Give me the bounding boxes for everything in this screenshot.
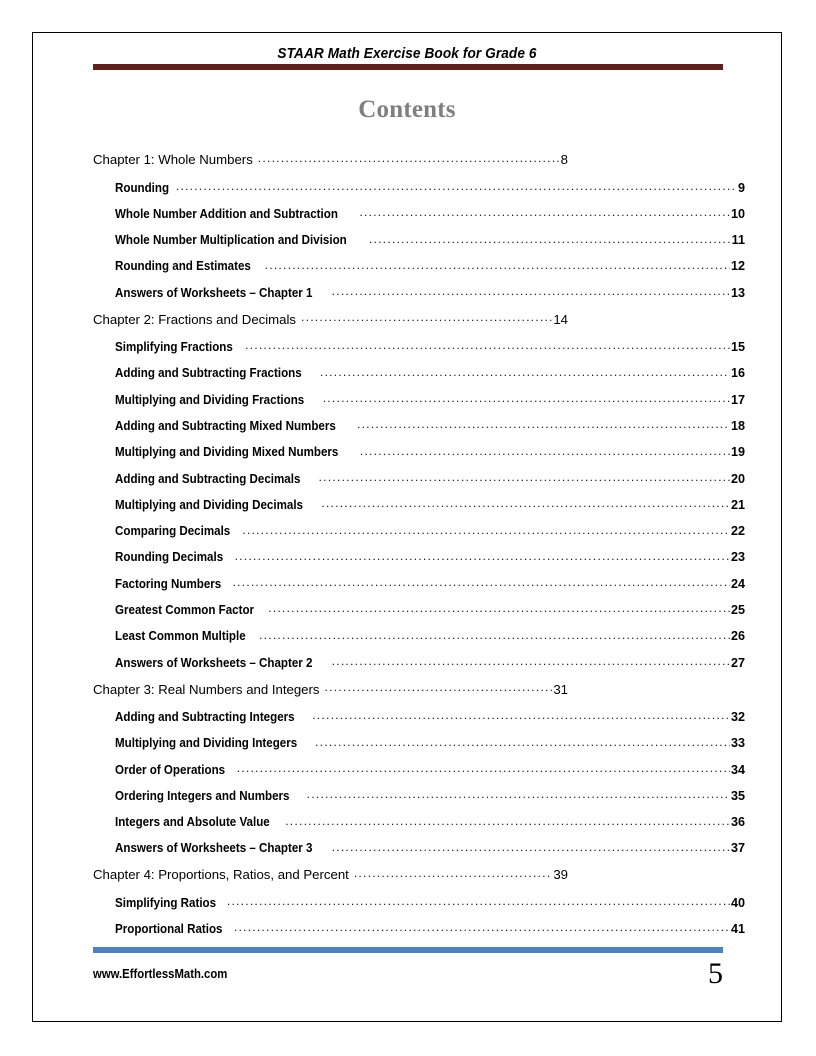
toc-leader-dots <box>320 365 730 378</box>
toc-page-number: 19 <box>730 445 745 460</box>
toc-page-number: 39 <box>553 867 568 883</box>
toc-leader-dots <box>357 417 730 430</box>
toc-entry-row[interactable] <box>93 894 745 920</box>
toc-page-number: 16 <box>730 366 745 381</box>
toc-page-number: 23 <box>730 550 745 565</box>
toc-label: Rounding and Estimates <box>115 259 251 274</box>
document-page <box>32 32 782 1022</box>
toc-leader-dots <box>285 814 730 827</box>
toc-leader-dots <box>245 338 730 351</box>
toc-label: Proportional Ratios <box>115 922 223 937</box>
toc-page-number: 17 <box>730 392 745 407</box>
toc-leader-dots <box>268 601 730 614</box>
toc-page-number: 20 <box>730 471 745 486</box>
toc-page-number: 40 <box>730 895 745 910</box>
toc-entry-row[interactable] <box>93 258 745 284</box>
toc-chapter-row[interactable] <box>93 866 723 894</box>
toc-leader-dots <box>321 496 730 509</box>
toc-label: Greatest Common Factor <box>115 603 255 618</box>
toc-page-number: 14 <box>553 311 568 327</box>
toc-leader-dots <box>307 787 730 800</box>
toc-page-number: 24 <box>730 576 745 591</box>
toc-leader-dots <box>265 258 730 271</box>
toc-entry-row[interactable] <box>93 496 745 522</box>
toc-page-number: 41 <box>730 922 745 937</box>
footer-rule <box>93 947 723 953</box>
toc-label: Comparing Decimals <box>115 524 231 539</box>
toc-page-number: 26 <box>730 629 745 644</box>
running-header-title: STAAR Math Exercise Book for Grade 6 <box>277 46 537 62</box>
toc-entry-row[interactable] <box>93 284 745 310</box>
toc-leader-dots <box>332 284 730 297</box>
toc-page-number: 18 <box>730 418 745 433</box>
toc-entry-row[interactable] <box>93 761 745 787</box>
toc-label: Answers of Worksheets – Chapter 2 <box>115 655 313 670</box>
toc-label: Ordering Integers and Numbers <box>115 788 290 803</box>
toc-entry-row[interactable] <box>93 232 745 258</box>
toc-leader-dots <box>369 232 731 245</box>
toc-page-number: 10 <box>730 206 745 221</box>
toc-page-number: 37 <box>730 841 745 856</box>
toc-label: Adding and Subtracting Integers <box>115 709 295 724</box>
toc-label: Multiplying and Dividing Mixed Numbers <box>115 445 339 460</box>
toc-leader-dots <box>325 680 553 693</box>
toc-entry-row[interactable] <box>93 549 745 575</box>
toc-label: Rounding <box>115 180 170 195</box>
toc-leader-dots <box>301 310 552 323</box>
toc-entry-row[interactable] <box>93 523 745 549</box>
toc-page-number: 9 <box>737 180 745 195</box>
toc-page-number: 31 <box>553 681 568 697</box>
page-title: Contents <box>358 96 456 123</box>
toc-label: Rounding Decimals <box>115 550 224 565</box>
toc-page-number: 33 <box>730 736 745 751</box>
toc-entry-row[interactable] <box>93 417 745 443</box>
toc-leader-dots <box>354 866 552 879</box>
toc-label: Whole Number Multiplication and Division <box>115 233 347 248</box>
toc-label: Integers and Absolute Value <box>115 815 270 830</box>
toc-leader-dots <box>359 205 730 218</box>
toc-label: Order of Operations <box>115 762 226 777</box>
toc-leader-dots <box>259 628 730 641</box>
footer-website-url: www.EffortlessMath.com <box>93 967 228 981</box>
toc-leader-dots <box>227 894 730 907</box>
toc-leader-dots <box>235 549 730 562</box>
toc-leader-dots <box>315 735 730 748</box>
toc-entry-row[interactable] <box>93 179 745 205</box>
toc-label: Adding and Subtracting Mixed Numbers <box>115 418 336 433</box>
toc-page-number: 11 <box>731 233 745 248</box>
toc-label: Chapter 1: Whole Numbers <box>93 152 253 168</box>
toc-label: Answers of Worksheets – Chapter 1 <box>115 285 313 300</box>
toc-page-number: 21 <box>730 497 745 512</box>
toc-page-number: 32 <box>730 709 745 724</box>
toc-leader-dots <box>234 920 730 933</box>
toc-entry-row[interactable] <box>93 708 745 734</box>
toc-entry-row[interactable] <box>93 391 745 417</box>
toc-entry-row[interactable] <box>93 444 745 470</box>
toc-entry-row[interactable] <box>93 787 745 813</box>
toc-label: Chapter 3: Real Numbers and Integers <box>93 681 320 697</box>
toc-page-number: 12 <box>730 259 745 274</box>
toc-leader-dots <box>332 840 730 853</box>
toc-page-number: 15 <box>730 340 745 355</box>
toc-entry-row[interactable] <box>93 654 745 680</box>
toc-entry-row[interactable] <box>93 735 745 761</box>
toc-entry-row[interactable] <box>93 814 745 840</box>
toc-label: Answers of Worksheets – Chapter 3 <box>115 841 313 856</box>
toc-page-number: 25 <box>730 603 745 618</box>
toc-label: Multiplying and Dividing Integers <box>115 736 298 751</box>
table-of-contents <box>93 151 745 947</box>
toc-label: Multiplying and Dividing Fractions <box>115 392 305 407</box>
toc-label: Simplifying Fractions <box>115 340 233 355</box>
toc-label: Simplifying Ratios <box>115 895 217 910</box>
toc-entry-row[interactable] <box>93 840 745 866</box>
toc-label: Chapter 2: Fractions and Decimals <box>93 311 297 327</box>
toc-page-number: 36 <box>730 815 745 830</box>
toc-entry-row[interactable] <box>93 470 745 496</box>
footer-page-number: 5 <box>708 957 723 990</box>
toc-chapter-row[interactable] <box>93 151 723 179</box>
toc-entry-row[interactable] <box>93 920 745 946</box>
toc-leader-dots <box>332 654 730 667</box>
toc-label: Factoring Numbers <box>115 576 222 591</box>
toc-label: Adding and Subtracting Fractions <box>115 366 302 381</box>
toc-entry-row[interactable] <box>93 338 745 364</box>
toc-page-number: 35 <box>730 788 745 803</box>
toc-page-number: 13 <box>730 285 745 300</box>
toc-page-number: 8 <box>560 152 568 168</box>
toc-leader-dots <box>232 575 730 588</box>
toc-label: Whole Number Addition and Subtraction <box>115 206 338 221</box>
toc-leader-dots <box>258 151 560 164</box>
toc-label: Least Common Multiple <box>115 629 246 644</box>
toc-label: Multiplying and Dividing Decimals <box>115 497 303 512</box>
toc-page-number: 34 <box>730 762 745 777</box>
toc-leader-dots <box>242 523 730 536</box>
toc-leader-dots <box>176 179 737 192</box>
toc-entry-row[interactable] <box>93 365 745 391</box>
toc-page-number: 27 <box>730 655 745 670</box>
toc-entry-row[interactable] <box>93 628 745 654</box>
toc-leader-dots <box>319 470 730 483</box>
toc-entry-row[interactable] <box>93 575 745 601</box>
toc-chapter-row[interactable] <box>93 680 723 708</box>
toc-leader-dots <box>312 708 730 721</box>
toc-entry-row[interactable] <box>93 601 745 627</box>
toc-page-number: 22 <box>730 524 745 539</box>
toc-label: Adding and Subtracting Decimals <box>115 471 301 486</box>
toc-leader-dots <box>323 391 730 404</box>
toc-leader-dots <box>237 761 730 774</box>
toc-label: Chapter 4: Proportions, Ratios, and Percent <box>93 867 349 883</box>
toc-leader-dots <box>360 444 730 457</box>
toc-entry-row[interactable] <box>93 205 745 231</box>
toc-chapter-row[interactable] <box>93 310 723 338</box>
header-rule <box>93 64 723 70</box>
